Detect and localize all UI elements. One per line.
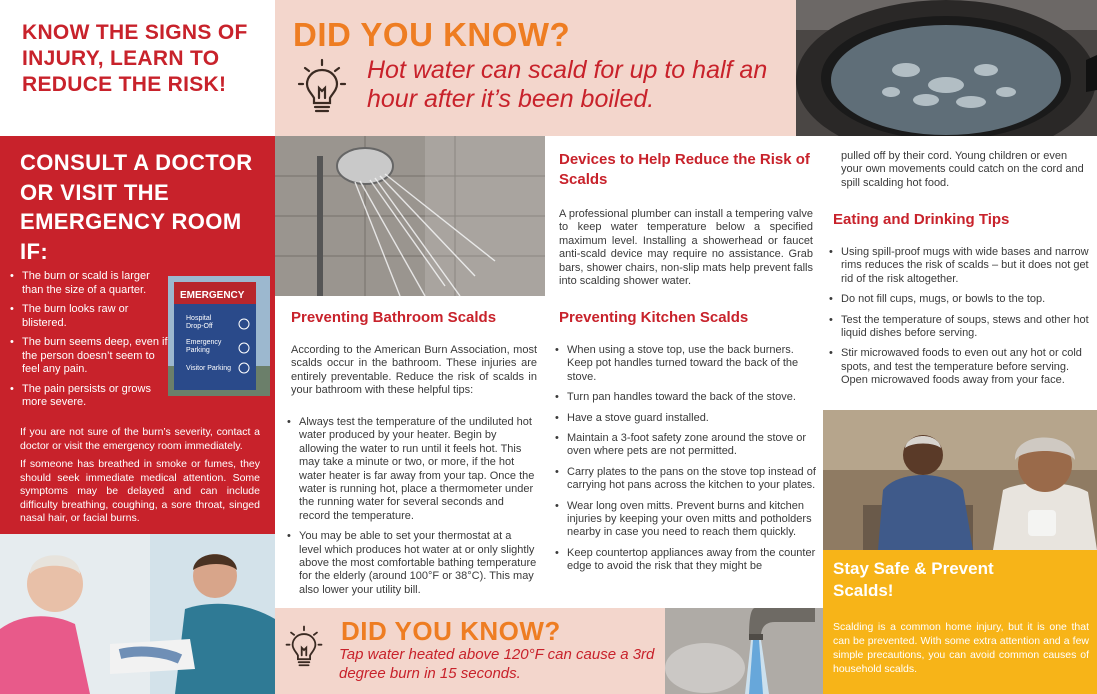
tap-water-photo: [665, 608, 823, 694]
devices-title: Devices to Help Reduce the Risk of Scalds: [559, 151, 810, 188]
sign-text: Parking: [186, 347, 210, 354]
right-column: [823, 136, 1097, 410]
consult-title: CONSULT A DOCTOR OR VISIT THE EMERGENCY ROOM IF:: [20, 150, 253, 264]
bathroom-intro: According to the American Burn Association, most scalds occur in the bathroom. These injuries are entirely preventable. Reduce the risk of scalds in your bathroom with these helpful tips:: [291, 344, 537, 397]
consult-paragraph-2: If someone has breathed in smoke or fumes, they should seek immediate medical attention. Some symptoms may be delayed and can include difficulty breathing, coughing, a sore throat, singed nasal hair, or facial burns.: [20, 458, 260, 524]
eating-list: [829, 246, 1091, 395]
emergency-sign-photo: [168, 276, 270, 396]
list-item: • Wear long oven mitts. Prevent burns and kitchen injuries by keeping your oven mitts and potholders nearby in case you need to reach them quickly.: [555, 500, 817, 540]
bathroom-title: Preventing Bathroom Scalds: [291, 309, 497, 326]
lightbulb-icon: [285, 622, 323, 672]
boiling-pot-photo: [796, 0, 1097, 136]
sign-emergency-text: EMERGENCY: [180, 290, 245, 301]
shower-head-photo: [275, 136, 545, 296]
kitchen-list: [555, 344, 817, 581]
sign-text: Drop-Off: [186, 323, 213, 330]
consult-paragraph-1: If you are not sure of the burn’s severity, contact a doctor or visit the emergency room immediately.: [20, 426, 260, 452]
list-item: • When using a stove top, use the back burners. Keep pot handles turned toward the back of the stove.: [555, 344, 817, 384]
list-item: • You may be able to set your thermostat at a level which produces hot water at or only slightly above the most comfortable bathing temperature for the elderly (around 100°F or 38°C). This may also lower your utility bill.: [287, 530, 537, 597]
consult-list: [10, 270, 168, 416]
list-item: • The burn looks raw or blistered.: [10, 303, 168, 330]
list-item: • Stir microwaved foods to even out any hot or cold spots, and test the temperature before serving. Open microwaved foods away from your face.: [829, 347, 1091, 387]
sign-text: Emergency: [186, 339, 222, 346]
middle-column: [545, 136, 823, 608]
sign-text: Visitor Parking: [186, 365, 232, 372]
list-item: • Do not fill cups, mugs, or bowls to the top.: [829, 293, 1091, 306]
bathroom-list: [287, 416, 537, 604]
stay-safe-body: Scalding is a common home injury, but it is one that can be prevented. With some extra attention and a few simple precautions, you can avoid common causes of household scalds.: [833, 621, 1089, 675]
list-item: • Always test the temperature of the undiluted hot water produced by your heater. Begin by allowing the water to run until it feels hot. This may take a minute or two, or more, if the hot water heater is far away from your tap. Once the water is running hot, place a thermometer under the running water for several seconds and record the temperature.: [287, 416, 537, 523]
list-item: • Maintain a 3-foot safety zone around the stove or oven where pets are not permitted.: [555, 432, 817, 459]
list-item: • Have a stove guard installed.: [555, 412, 817, 425]
header-panel: [0, 0, 275, 136]
list-item: • The burn seems deep, even if the person doesn’t seem to feel any pain.: [10, 336, 168, 377]
bathroom-section: [275, 296, 545, 608]
did-you-know-fact: Hot water can scald for up to half an hour after it’s been boiled.: [367, 56, 768, 113]
stay-safe-panel: [823, 550, 1097, 694]
nurse-with-patient-photo: [0, 534, 275, 694]
did-you-know-fact: Tap water heated above 120°F can cause a 3rd degree burn in 15 seconds.: [339, 646, 655, 682]
list-item: • Turn pan handles toward the back of the stove.: [555, 391, 817, 404]
list-item: • Test the temperature of soups, stews and other hot liquid dishes before serving.: [829, 314, 1091, 341]
elderly-couple-photo: [823, 410, 1097, 550]
list-item: • Using spill-proof mugs with wide bases and narrow rims reduces the risk of scalds – but it does not get rid of the risk altogether.: [829, 246, 1091, 286]
devices-body: A professional plumber can install a tempering valve to keep water temperature below a specified maximum level. Installing a showerhead or faucet anti-scald device may require no assistance. Grab bars, shower chairs, non-slip mats help prevent falls into scalding shower water.: [559, 208, 813, 288]
did-you-know-title: DID YOU KNOW?: [341, 616, 561, 646]
did-you-know-top-panel: [275, 0, 796, 136]
kitchen-continued: pulled off by their cord. Young children or even your own movements could catch on the cord and spill scalding hot food.: [841, 150, 1084, 189]
eating-title: Eating and Drinking Tips: [833, 211, 1010, 228]
kitchen-title: Preventing Kitchen Scalds: [559, 309, 749, 326]
list-item: • The pain persists or grows more severe.: [10, 383, 168, 410]
sign-text: Hospital: [186, 315, 212, 322]
page-title: KNOW THE SIGNS OF INJURY, LEARN TO REDUCE THE RISK!: [22, 21, 248, 96]
lightbulb-icon: [297, 58, 347, 116]
list-item: • Carry plates to the pans on the stove top instead of carrying hot pans across the kitchen to your plates.: [555, 466, 817, 493]
did-you-know-title: DID YOU KNOW?: [293, 16, 571, 53]
list-item: • The burn or scald is larger than the size of a quarter.: [10, 270, 168, 297]
stay-safe-title: Stay Safe & Prevent Scalds!: [833, 559, 994, 600]
did-you-know-bottom-panel: [275, 608, 665, 694]
list-item: • Keep countertop appliances away from the counter edge to avoid the risk that they might be: [555, 547, 817, 574]
